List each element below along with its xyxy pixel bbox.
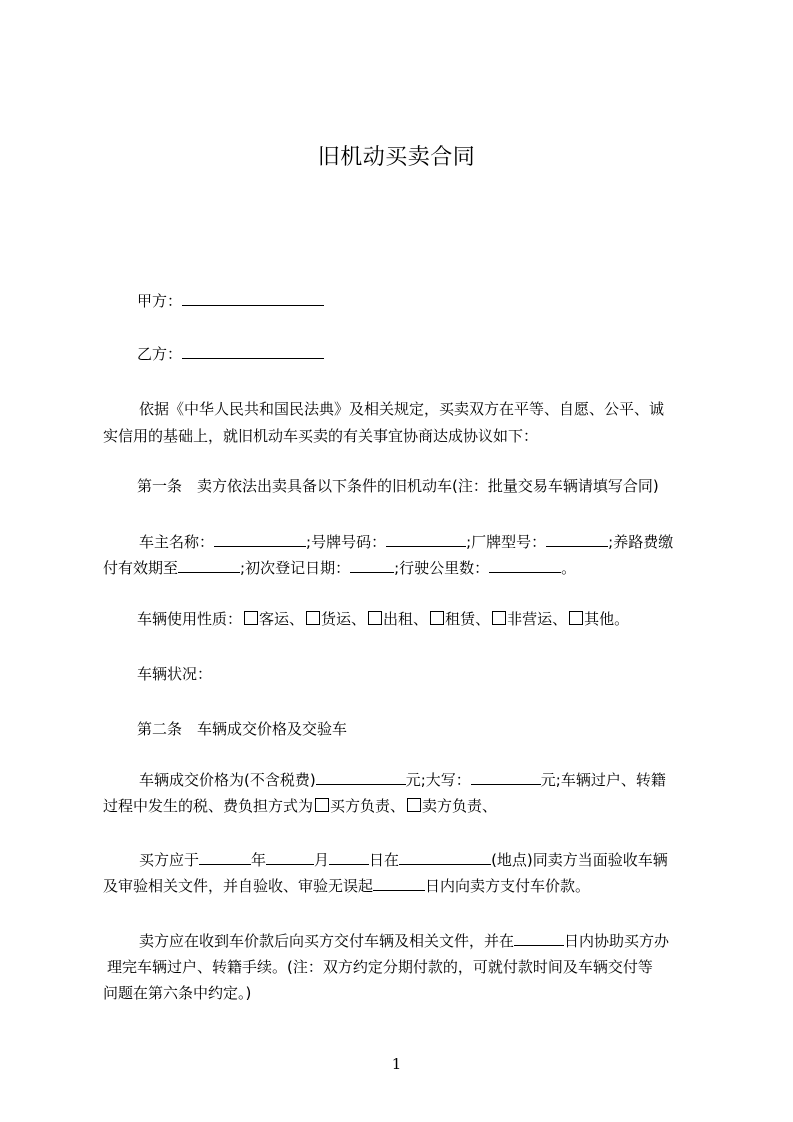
owner-label: 车主名称：	[139, 533, 215, 551]
seller-line-3: 问题在第六条中约定。)	[103, 984, 252, 1002]
place-blank	[399, 850, 491, 865]
usage-label: 车辆使用性质：	[137, 610, 243, 628]
year-blank	[199, 850, 251, 865]
article1-heading: 第一条 卖方依法出卖具备以下条件的旧机动车(注：批量交易车辆请填写合同)	[137, 477, 659, 495]
model-blank	[546, 532, 608, 547]
preamble-paragraph	[103, 396, 703, 450]
payment-days-blank	[373, 876, 425, 891]
seller-line-1	[103, 928, 703, 954]
fee-label: ;养路费缴	[608, 533, 674, 551]
usage-option-label: 客运、	[259, 610, 305, 628]
party-b-label: 乙方：	[137, 345, 183, 363]
condition-label: 车辆状况：	[137, 665, 213, 683]
price-line-2	[103, 793, 703, 819]
mileage-label: ;行驶公里数：	[394, 559, 490, 577]
article2-heading: 第二条 车辆成交价格及交验车	[137, 720, 348, 738]
payment-label: 日内向卖方支付车价款。	[425, 877, 591, 895]
inspection-label: 及审验相关文件，并自验收、审验无误起	[103, 877, 374, 895]
tax-checkbox-seller[interactable]	[407, 798, 421, 812]
mileage-blank	[489, 558, 561, 573]
price-line-1	[103, 767, 703, 793]
usage-checkbox-non-commercial[interactable]	[492, 611, 506, 625]
tax-label: 过程中发生的税、费负担方式为	[103, 797, 314, 815]
day-blank	[329, 850, 369, 865]
vehicle-info-line-1	[103, 529, 703, 555]
usage-option-label: 租赁、	[445, 610, 491, 628]
transfer-label: 元;车辆过户、转籍	[540, 771, 666, 789]
seller-line-2: 理完车辆过户、转籍手续。(注：双方约定分期付款的，可就付款时间及车辆交付等	[107, 958, 653, 976]
delivery-line-1	[103, 847, 703, 873]
seller-assist-label: 日内协助买方办	[564, 932, 670, 950]
day-label: 日在	[369, 851, 400, 869]
tax-checkbox-buyer[interactable]	[315, 798, 329, 812]
buyer-label: 买方应于	[139, 851, 200, 869]
month-blank	[266, 850, 314, 865]
vehicle-info-paragraph	[103, 529, 703, 581]
preamble-line-2: 实信用的基础上，就旧机动车买卖的有关事宜协商达成协议如下：	[103, 427, 539, 445]
tax-option-seller: 卖方负责、	[422, 797, 498, 815]
fee-valid-blank	[178, 558, 240, 573]
party-b-blank	[182, 344, 324, 359]
usage-checkbox-other[interactable]	[569, 611, 583, 625]
price-words-label: 元;大写：	[405, 771, 471, 789]
place-label: (地点)同卖方当面验收车辆	[491, 851, 668, 869]
usage-option-label: 非营运、	[507, 610, 568, 628]
party-b-line	[137, 341, 324, 367]
month-label: 月	[314, 851, 330, 869]
seller-label: 卖方应在收到车价款后向买方交付车辆及相关文件，并在	[139, 932, 515, 950]
page-number: 1	[391, 1055, 402, 1073]
year-label: 年	[251, 851, 267, 869]
usage-checkbox-taxi[interactable]	[368, 611, 382, 625]
delivery-paragraph	[103, 847, 703, 899]
price-label: 车辆成交价格为(不含税费)	[139, 771, 316, 789]
usage-option-label: 货运、	[321, 610, 367, 628]
price-paragraph	[103, 767, 703, 819]
usage-checkbox-passenger[interactable]	[244, 611, 258, 625]
plate-blank	[386, 532, 466, 547]
transfer-days-blank	[514, 931, 564, 946]
sentence-end: 。	[561, 559, 577, 577]
price-words-blank	[471, 770, 541, 785]
vehicle-info-line-2	[103, 555, 703, 581]
price-blank	[316, 770, 406, 785]
tax-option-buyer: 买方负责、	[330, 797, 406, 815]
fee-valid-label: 付有效期至	[103, 559, 179, 577]
usage-line	[137, 606, 629, 632]
usage-option-label: 出租、	[383, 610, 429, 628]
first-reg-blank	[350, 558, 394, 573]
usage-option-label: 其他。	[584, 610, 630, 628]
party-a-label: 甲方：	[137, 292, 183, 310]
model-label: ;厂牌型号：	[466, 533, 547, 551]
seller-paragraph	[103, 928, 703, 1006]
owner-blank	[214, 532, 306, 547]
usage-checkbox-lease[interactable]	[430, 611, 444, 625]
preamble-line-1: 依据《中华人民共和国民法典》及相关规定，买卖双方在平等、自愿、公平、诚	[139, 400, 665, 418]
usage-checkbox-freight[interactable]	[306, 611, 320, 625]
party-a-line	[137, 288, 324, 314]
first-reg-label: ;初次登记日期：	[240, 559, 351, 577]
party-a-blank	[182, 291, 324, 306]
delivery-line-2	[103, 873, 703, 899]
document-title: 旧机动买卖合同	[317, 145, 476, 170]
plate-label: ;号牌号码：	[306, 533, 387, 551]
